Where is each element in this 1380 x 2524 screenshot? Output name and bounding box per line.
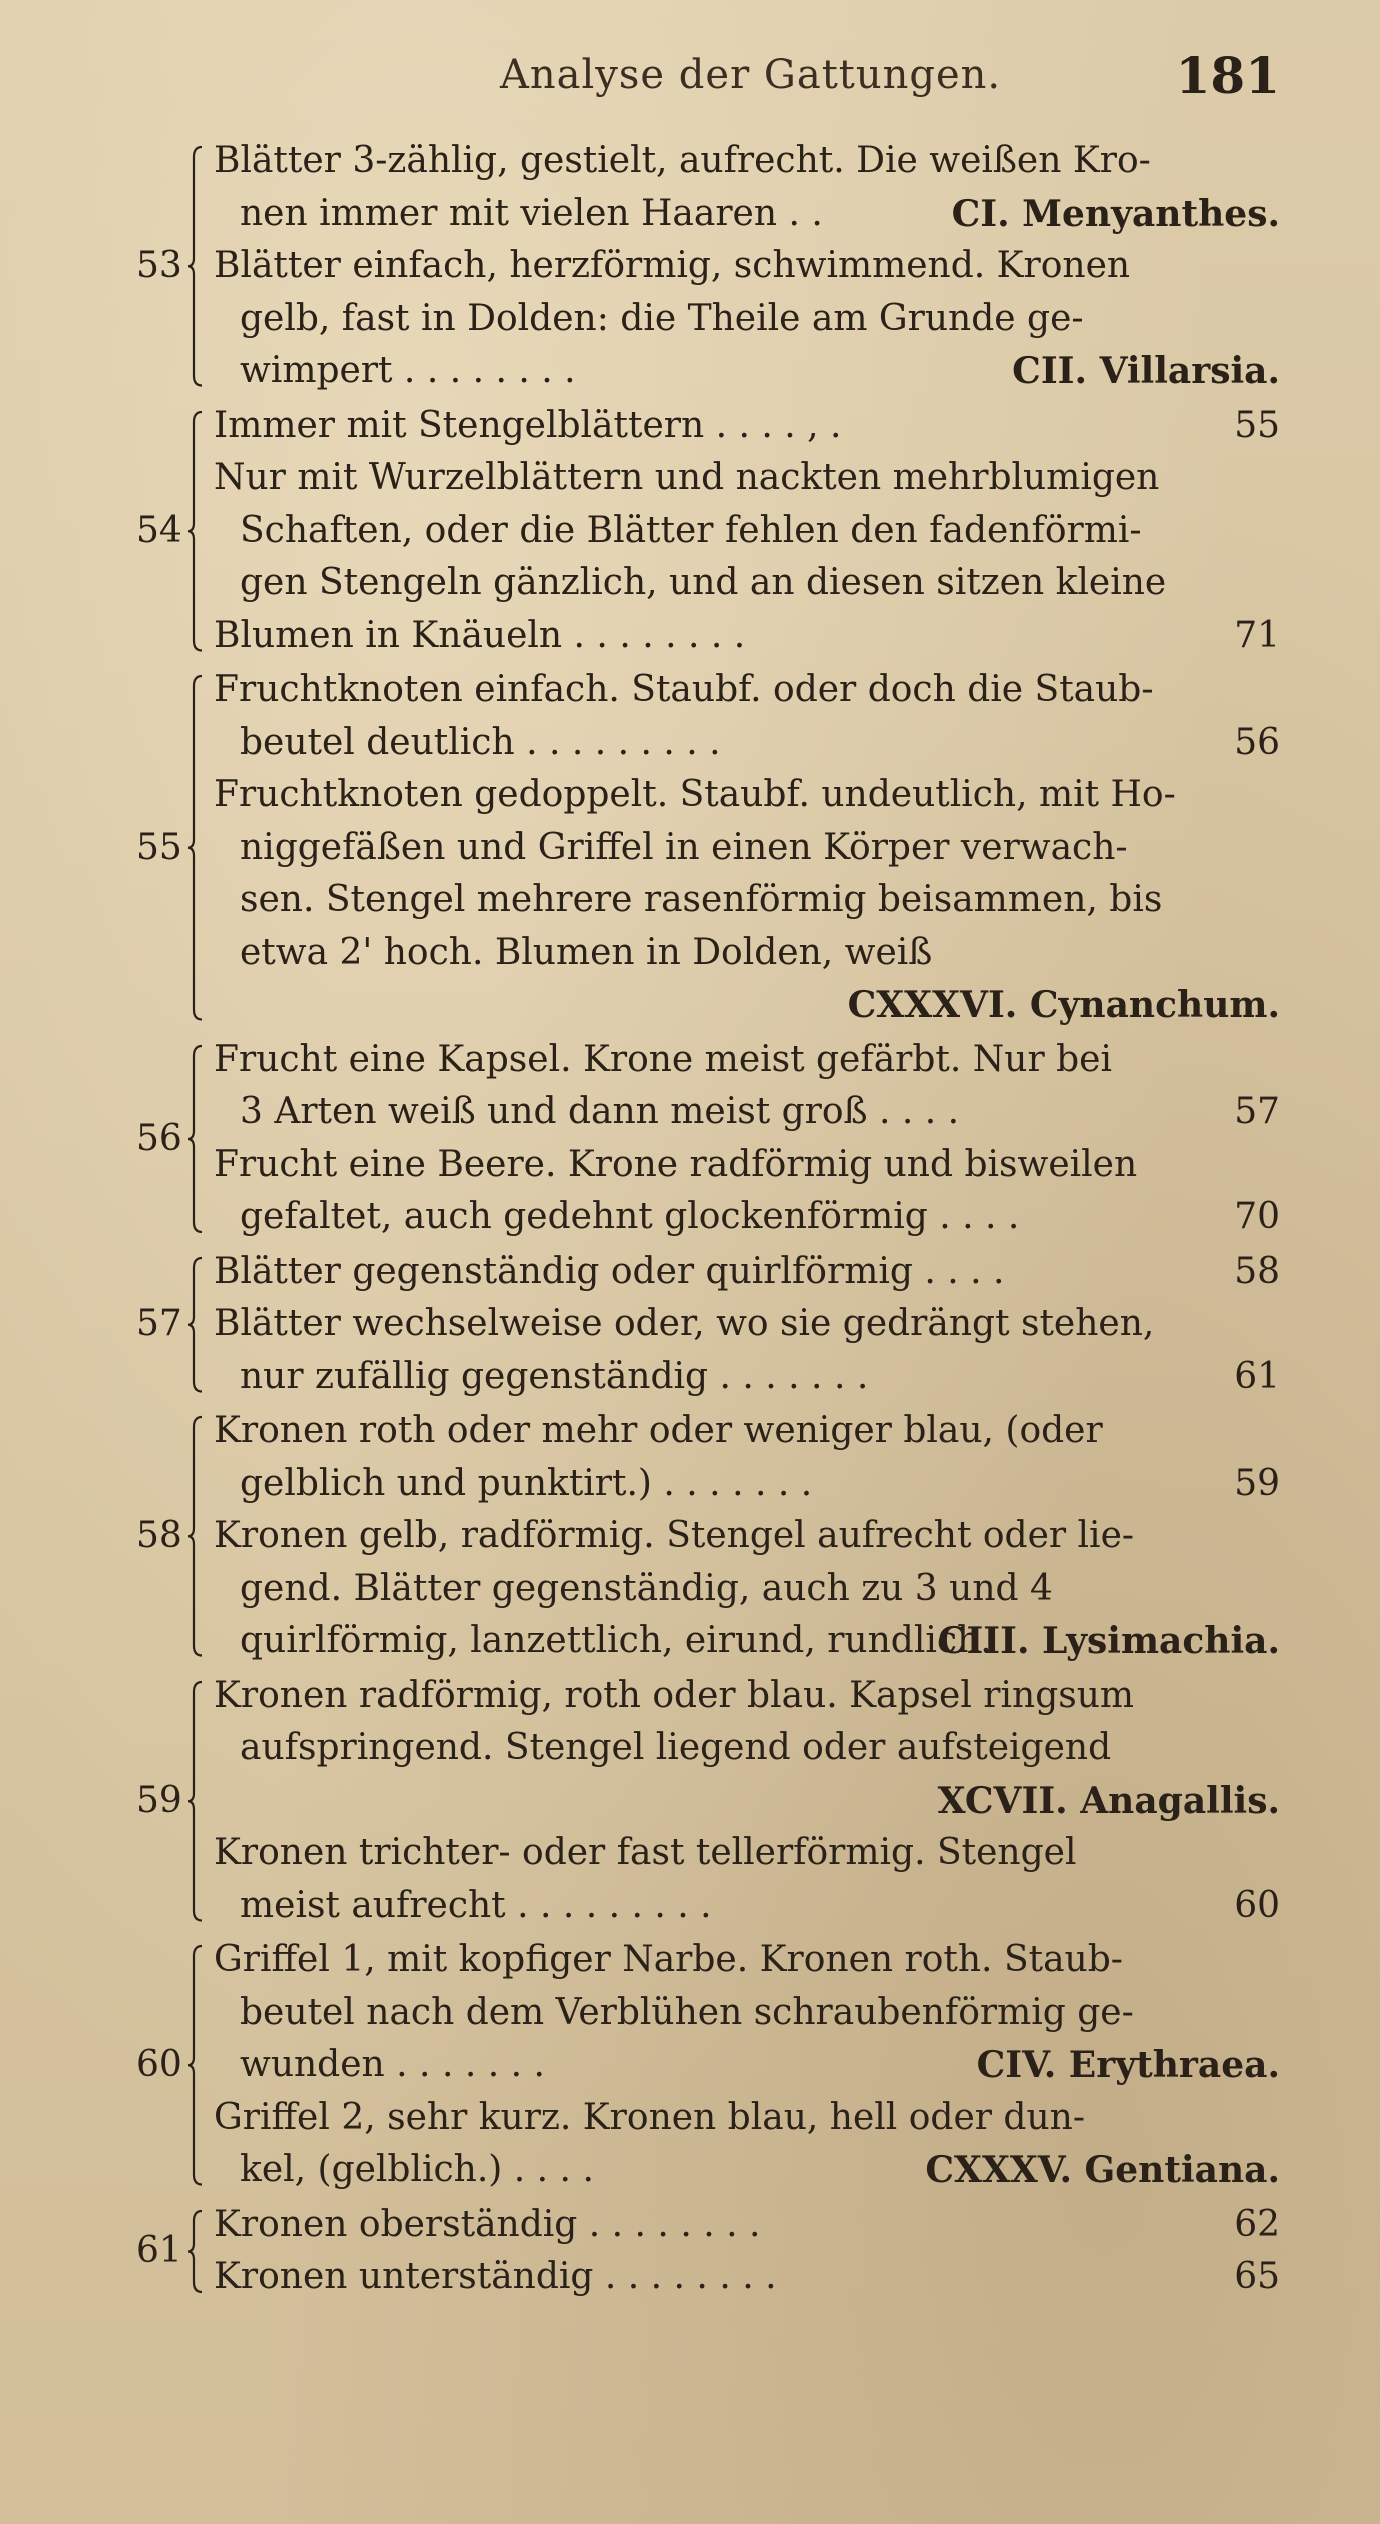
key-line [240, 188, 1280, 240]
key-line-text: aufspringend. Stengel liegend oder aufsteigend [240, 1727, 1112, 1768]
entry-number: 58 [136, 1515, 182, 1557]
key-line-text: gelb, fast in Dolden: die Theile am Grunde ge- [240, 297, 1084, 339]
key-line-text: quirlförmig, lanzettlich, eirund, rundlich. [240, 1620, 992, 1661]
key-line-text: nur zufällig gegenständig . . . . . . . [240, 1355, 869, 1397]
key-line [214, 664, 1280, 716]
brace-icon [186, 1680, 204, 1923]
running-title: Analyse der Gattungen. [500, 52, 1002, 98]
key-entry [0, 2199, 1380, 2304]
key-line-text: 3 Arten weiß und dann meist groß . . . . [240, 1091, 960, 1132]
key-line-text: Blätter gegenständig oder quirlförmig . . . . [214, 1250, 1005, 1292]
brace-icon [186, 1944, 204, 2187]
key-line-text: Fruchtknoten einfach. Staubf. oder doch die Staub- [214, 669, 1154, 710]
key-line-text: gen Stengeln gänzlich, und an diesen sitzen kleine [240, 562, 1167, 603]
key-line-text: etwa 2' hoch. Blumen in Dolden, weiß [240, 931, 933, 973]
brace-icon [186, 2209, 204, 2294]
key-line [214, 2199, 1280, 2251]
key-line [214, 1298, 1280, 1350]
key-line [240, 293, 1280, 345]
key-line [214, 1670, 1280, 1722]
key-line [240, 2144, 1280, 2196]
key-line-text: meist aufrecht . . . . . . . . . [240, 1884, 712, 1926]
key-line-text: Frucht eine Kapsel. Krone meist gefärbt. Nur bei [214, 1038, 1112, 1080]
target-number: 56 [1234, 721, 1280, 763]
genus-name: XCVII. Anagallis. [937, 1779, 1280, 1822]
key-entry [0, 1670, 1380, 1933]
key-line [214, 979, 1280, 1031]
key-line-text: Frucht eine Beere. Krone radförmig und bisweilen [214, 1143, 1138, 1185]
genus-name: CIV. Erythraea. [976, 2044, 1280, 2086]
brace-icon [186, 674, 204, 1022]
key-line [240, 1615, 1280, 1667]
key-line-text: Blätter einfach, herzförmig, schwimmend. Kronen [214, 245, 1131, 286]
key-entry [0, 1934, 1380, 2197]
key-line [214, 1405, 1280, 1457]
key-line-text: Griffel 2, sehr kurz. Kronen blau, hell oder dun- [214, 2096, 1085, 2138]
key-line [214, 1934, 1280, 1986]
key-line [214, 400, 1280, 452]
key-line-text: Blumen in Knäueln . . . . . . . . [214, 614, 746, 656]
key-line [240, 1987, 1280, 2039]
key-entry [0, 1246, 1380, 1404]
key-line-text: kel, (gelblich.) . . . . [240, 2149, 594, 2190]
page-header [0, 42, 1380, 112]
key-line [214, 769, 1280, 821]
key-line [214, 1510, 1280, 1562]
key-line-text: Kronen unterständig . . . . . . . . [214, 2256, 777, 2297]
entry-number: 59 [136, 1779, 182, 1821]
key-line-text: sen. Stengel mehrere rasenförmig beisammen, bis [240, 879, 1163, 920]
key-line [240, 1722, 1280, 1774]
key-line [240, 822, 1280, 874]
genus-name: CXXXV. Gentiana. [925, 2149, 1280, 2191]
key-line [214, 2251, 1280, 2303]
key-line [240, 717, 1280, 769]
key-line-text: wimpert . . . . . . . . [240, 350, 576, 391]
key-line [214, 452, 1280, 504]
key-line [214, 1775, 1280, 1827]
target-number: 61 [1234, 1355, 1280, 1397]
key-line-text: Kronen trichter- oder fast tellerförmig. Stengel [214, 1832, 1077, 1873]
key-line [240, 2039, 1280, 2091]
key-line-text: niggefäßen und Griffel in einen Körper verwach- [240, 826, 1128, 868]
key-line-text: Kronen radförmig, roth oder blau. Kapsel ringsum [214, 1674, 1135, 1716]
key-line-text: gend. Blätter gegenständig, auch zu 3 und 4 [240, 1567, 1053, 1609]
key-line [214, 1139, 1280, 1191]
key-line-text: Nur mit Wurzelblättern und nackten mehrblumigen [214, 457, 1160, 498]
key-line [240, 1191, 1280, 1243]
brace-icon [186, 145, 204, 388]
key-line [214, 610, 1280, 662]
entry-number: 53 [136, 245, 182, 287]
key-line [240, 927, 1280, 979]
key-line [214, 1034, 1280, 1086]
key-line [240, 874, 1280, 926]
key-line-text: gefaltet, auch gedehnt glockenförmig . . . . [240, 1196, 1020, 1237]
key-line-text: Kronen gelb, radförmig. Stengel aufrecht oder lie- [214, 1515, 1135, 1556]
key-line [214, 1246, 1280, 1298]
target-number: 55 [1234, 404, 1280, 446]
key-line [240, 1563, 1280, 1615]
brace-icon [186, 1415, 204, 1658]
key-line-text: Kronen roth oder mehr oder weniger blau, (oder [214, 1410, 1103, 1451]
key-line-text: nen immer mit vielen Haaren . . [240, 192, 823, 234]
brace-icon [186, 1256, 204, 1394]
brace-icon [186, 1044, 204, 1234]
key-entry [0, 400, 1380, 663]
key-line-text: wunden . . . . . . . [240, 2044, 545, 2085]
entry-number: 54 [136, 509, 182, 551]
key-line [240, 1086, 1280, 1138]
target-number: 65 [1234, 2256, 1280, 2297]
entry-number: 60 [136, 2044, 182, 2086]
key-line [240, 557, 1280, 609]
entry-number: 57 [136, 1303, 182, 1345]
brace-icon [186, 410, 204, 653]
target-number: 62 [1234, 2203, 1280, 2245]
entry-number: 56 [136, 1117, 182, 1159]
key-line [240, 505, 1280, 557]
genus-name: CIII. Lysimachia. [937, 1620, 1280, 1662]
key-line-text: gelblich und punktirt.) . . . . . . . [240, 1462, 813, 1504]
key-line [240, 1351, 1280, 1403]
target-number: 60 [1234, 1884, 1280, 1926]
key-entry [0, 1405, 1380, 1668]
genus-name: CI. Menyanthes. [951, 192, 1280, 235]
key-line-text: Blätter 3-zählig, gestielt, aufrecht. Die weißen Kro- [214, 140, 1151, 181]
entry-number: 61 [136, 2230, 182, 2271]
page-number: 181 [1175, 46, 1280, 105]
key-line-text: Immer mit Stengelblättern . . . . , . [214, 404, 842, 446]
key-line-text: Kronen oberständig . . . . . . . . [214, 2203, 761, 2245]
target-number: 71 [1234, 614, 1280, 656]
key-line [214, 135, 1280, 187]
key-line-text: Schaften, oder die Blätter fehlen den fadenförmi- [240, 509, 1142, 551]
key-line [214, 240, 1280, 292]
key-line [240, 1458, 1280, 1510]
key-line-text: beutel deutlich . . . . . . . . . [240, 721, 721, 763]
key-line-text: Griffel 1, mit kopfiger Narbe. Kronen roth. Staub- [214, 1939, 1123, 1980]
genus-name: CXXXVI. Cynanchum. [847, 984, 1280, 1026]
key-entry [0, 1034, 1380, 1244]
key-line-text: Fruchtknoten gedoppelt. Staubf. undeutlich, mit Ho- [214, 774, 1176, 815]
key-line [214, 2092, 1280, 2144]
key-entry [0, 135, 1380, 398]
entry-number: 55 [136, 826, 182, 868]
target-number: 59 [1234, 1462, 1280, 1504]
key-line [240, 345, 1280, 397]
target-number: 57 [1234, 1091, 1280, 1132]
genus-name: CII. Villarsia. [1012, 350, 1280, 392]
target-number: 58 [1234, 1250, 1280, 1292]
key-line [214, 1827, 1280, 1879]
key-entry [0, 664, 1380, 1032]
target-number: 70 [1234, 1196, 1280, 1237]
key-line [240, 1880, 1280, 1932]
key-line-text: beutel nach dem Verblühen schraubenförmig ge- [240, 1991, 1134, 2033]
key-line-text: Blätter wechselweise oder, wo sie gedrängt stehen, [214, 1303, 1155, 1344]
